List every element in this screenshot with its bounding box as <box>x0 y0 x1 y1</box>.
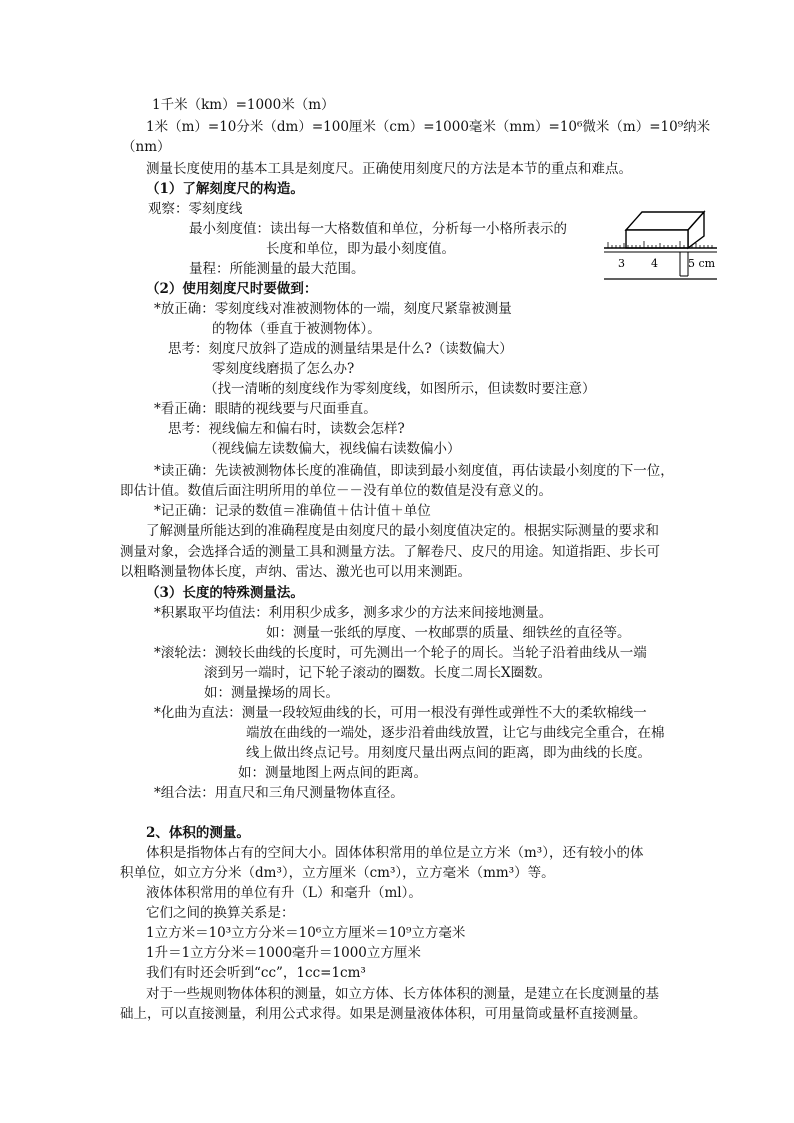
text-line: （视线偏左读数偏大，视线偏右读数偏小） <box>204 441 461 457</box>
text-line: *看正确：眼睛的视线要与尺面垂直。 <box>154 401 377 417</box>
text-line: 的物体（垂直于被测物体）。 <box>212 321 381 337</box>
text-line: *积累取平均值法：利用积少成多，测多求少的方法来间接地测量。 <box>154 605 553 621</box>
text-line: 最小刻度值：读出每一大格数值和单位，分析每一小格所表示的 <box>189 221 567 237</box>
text-line: 即估计值。数值后面注明所用的单位－－没有单位的数值是没有意义的。 <box>120 483 552 499</box>
text-line: （nm） <box>122 139 171 155</box>
tick-label: 4 <box>651 257 658 270</box>
text-line: 它们之间的换算关系是： <box>146 905 295 921</box>
text-line: *滚轮法：测较长曲线的长度时，可先测出一个轮子的周长。当轮子沿着曲线从一端 <box>154 645 647 661</box>
measured-block <box>626 212 704 248</box>
text-line: 长度和单位，即为最小刻度值。 <box>266 241 455 257</box>
tick-label: 5 cm <box>688 257 716 270</box>
text-line: 积单位，如立方分米（dm³），立方厘米（cm³），立方毫米（mm³）等。 <box>120 865 555 881</box>
text-line: 1千米（km）=1000米（m） <box>152 97 335 113</box>
text-line: *读正确：先读被测物体长度的准确值，即读到最小刻度值，再估读最小刻度的下一位， <box>154 463 674 479</box>
text-line: 线上做出终点记号。用刻度尺量出两点间的距离，即为曲线的长度。 <box>246 745 651 761</box>
text-line: 如：测量操场的周长。 <box>204 685 339 701</box>
text-line: 观察：零刻度线 <box>148 201 243 217</box>
text-line: 思考：刻度尺放斜了造成的测量结果是什么?（读数偏大） <box>168 341 513 357</box>
section-heading: （2）使用刻度尺时要做到： <box>146 281 318 297</box>
text-line: （找一清晰的刻度线作为零刻度线，如图所示，但读数时要注意） <box>204 381 596 397</box>
section-heading: 2、体积的测量。 <box>146 825 250 841</box>
text-line: 体积是指物体占有的空间大小。固体体积常用的单位是立方米（m³），还有较小的体 <box>146 845 644 861</box>
section-heading: （3）长度的特殊测量法。 <box>146 585 304 601</box>
section-heading: （1）了解刻度尺的构造。 <box>146 181 304 197</box>
text-line: 对于一些规则物体体积的测量，如立方体、长方体体积的测量，是建立在长度测量的基 <box>146 986 659 1002</box>
text-line: *化曲为直法：测量一段较短曲线的长，可用一根没有弹性或弹性不大的柔软棉线一 <box>154 705 647 721</box>
text-line: 1升＝1立方分米＝1000毫升＝1000立方厘米 <box>146 945 421 961</box>
text-line: 滚到另一端时，记下轮子滚动的圈数。长度二周长X圈数。 <box>204 665 552 681</box>
text-line: 端放在曲线的一端处，逐步沿着曲线放置，让它与曲线完全重合，在棉 <box>246 725 665 741</box>
tick-label: 3 <box>618 257 625 270</box>
text-line: 础上，可以直接测量，利用公式求得。如果是测量液体体积，可用量筒或量杯直接测量。 <box>120 1006 647 1022</box>
text-line: *组合法：用直尺和三角尺测量物体直径。 <box>154 785 404 801</box>
text-line: 以粗略测量物体长度，声纳、雷达、激光也可以用来测距。 <box>120 564 471 580</box>
text-line: 量程：所能测量的最大范围。 <box>189 261 365 277</box>
text-line: 1米（m）=10分米（dm）=100厘米（cm）=1000毫米（mm）=10⁶微米（m）=10⁹纳米 <box>146 119 711 135</box>
text-line: 思考：视线偏左和偏右时，读数会怎样? <box>168 421 405 437</box>
text-line: *放正确：零刻度线对准被测物体的一端，刻度尺紧靠被测量 <box>154 301 512 317</box>
text-line: 如：测量地图上两点间的距离。 <box>238 765 427 781</box>
text-line: *记正确：记录的数值＝准确值＋估计值＋单位 <box>154 503 431 519</box>
text-line: 测量对象，会选择合适的测量工具和测量方法。了解卷尺、皮尺的用途。知道指距、步长可 <box>120 544 660 560</box>
text-line: 1立方米＝10³立方分米＝10⁶立方厘米＝10⁹立方毫米 <box>146 925 466 941</box>
text-line: 了解测量所能达到的准确程度是由刻度尺的最小刻度值决定的。根据实际测量的要求和 <box>146 523 659 539</box>
ruler-measurement-figure <box>604 206 717 282</box>
text-line: 液体体积常用的单位有升（L）和毫升（ml）。 <box>146 885 422 901</box>
text-line: 零刻度线磨损了怎么办? <box>212 361 355 377</box>
text-line: 我们有时还会听到“cc”，1cc=1cm³ <box>146 965 366 981</box>
text-line: 测量长度使用的基本工具是刻度尺。正确使用刻度尺的方法是本节的重点和难点。 <box>146 161 632 177</box>
text-line: 如：测量一张纸的厚度、一枚邮票的质量、细铁丝的直径等。 <box>266 625 631 641</box>
